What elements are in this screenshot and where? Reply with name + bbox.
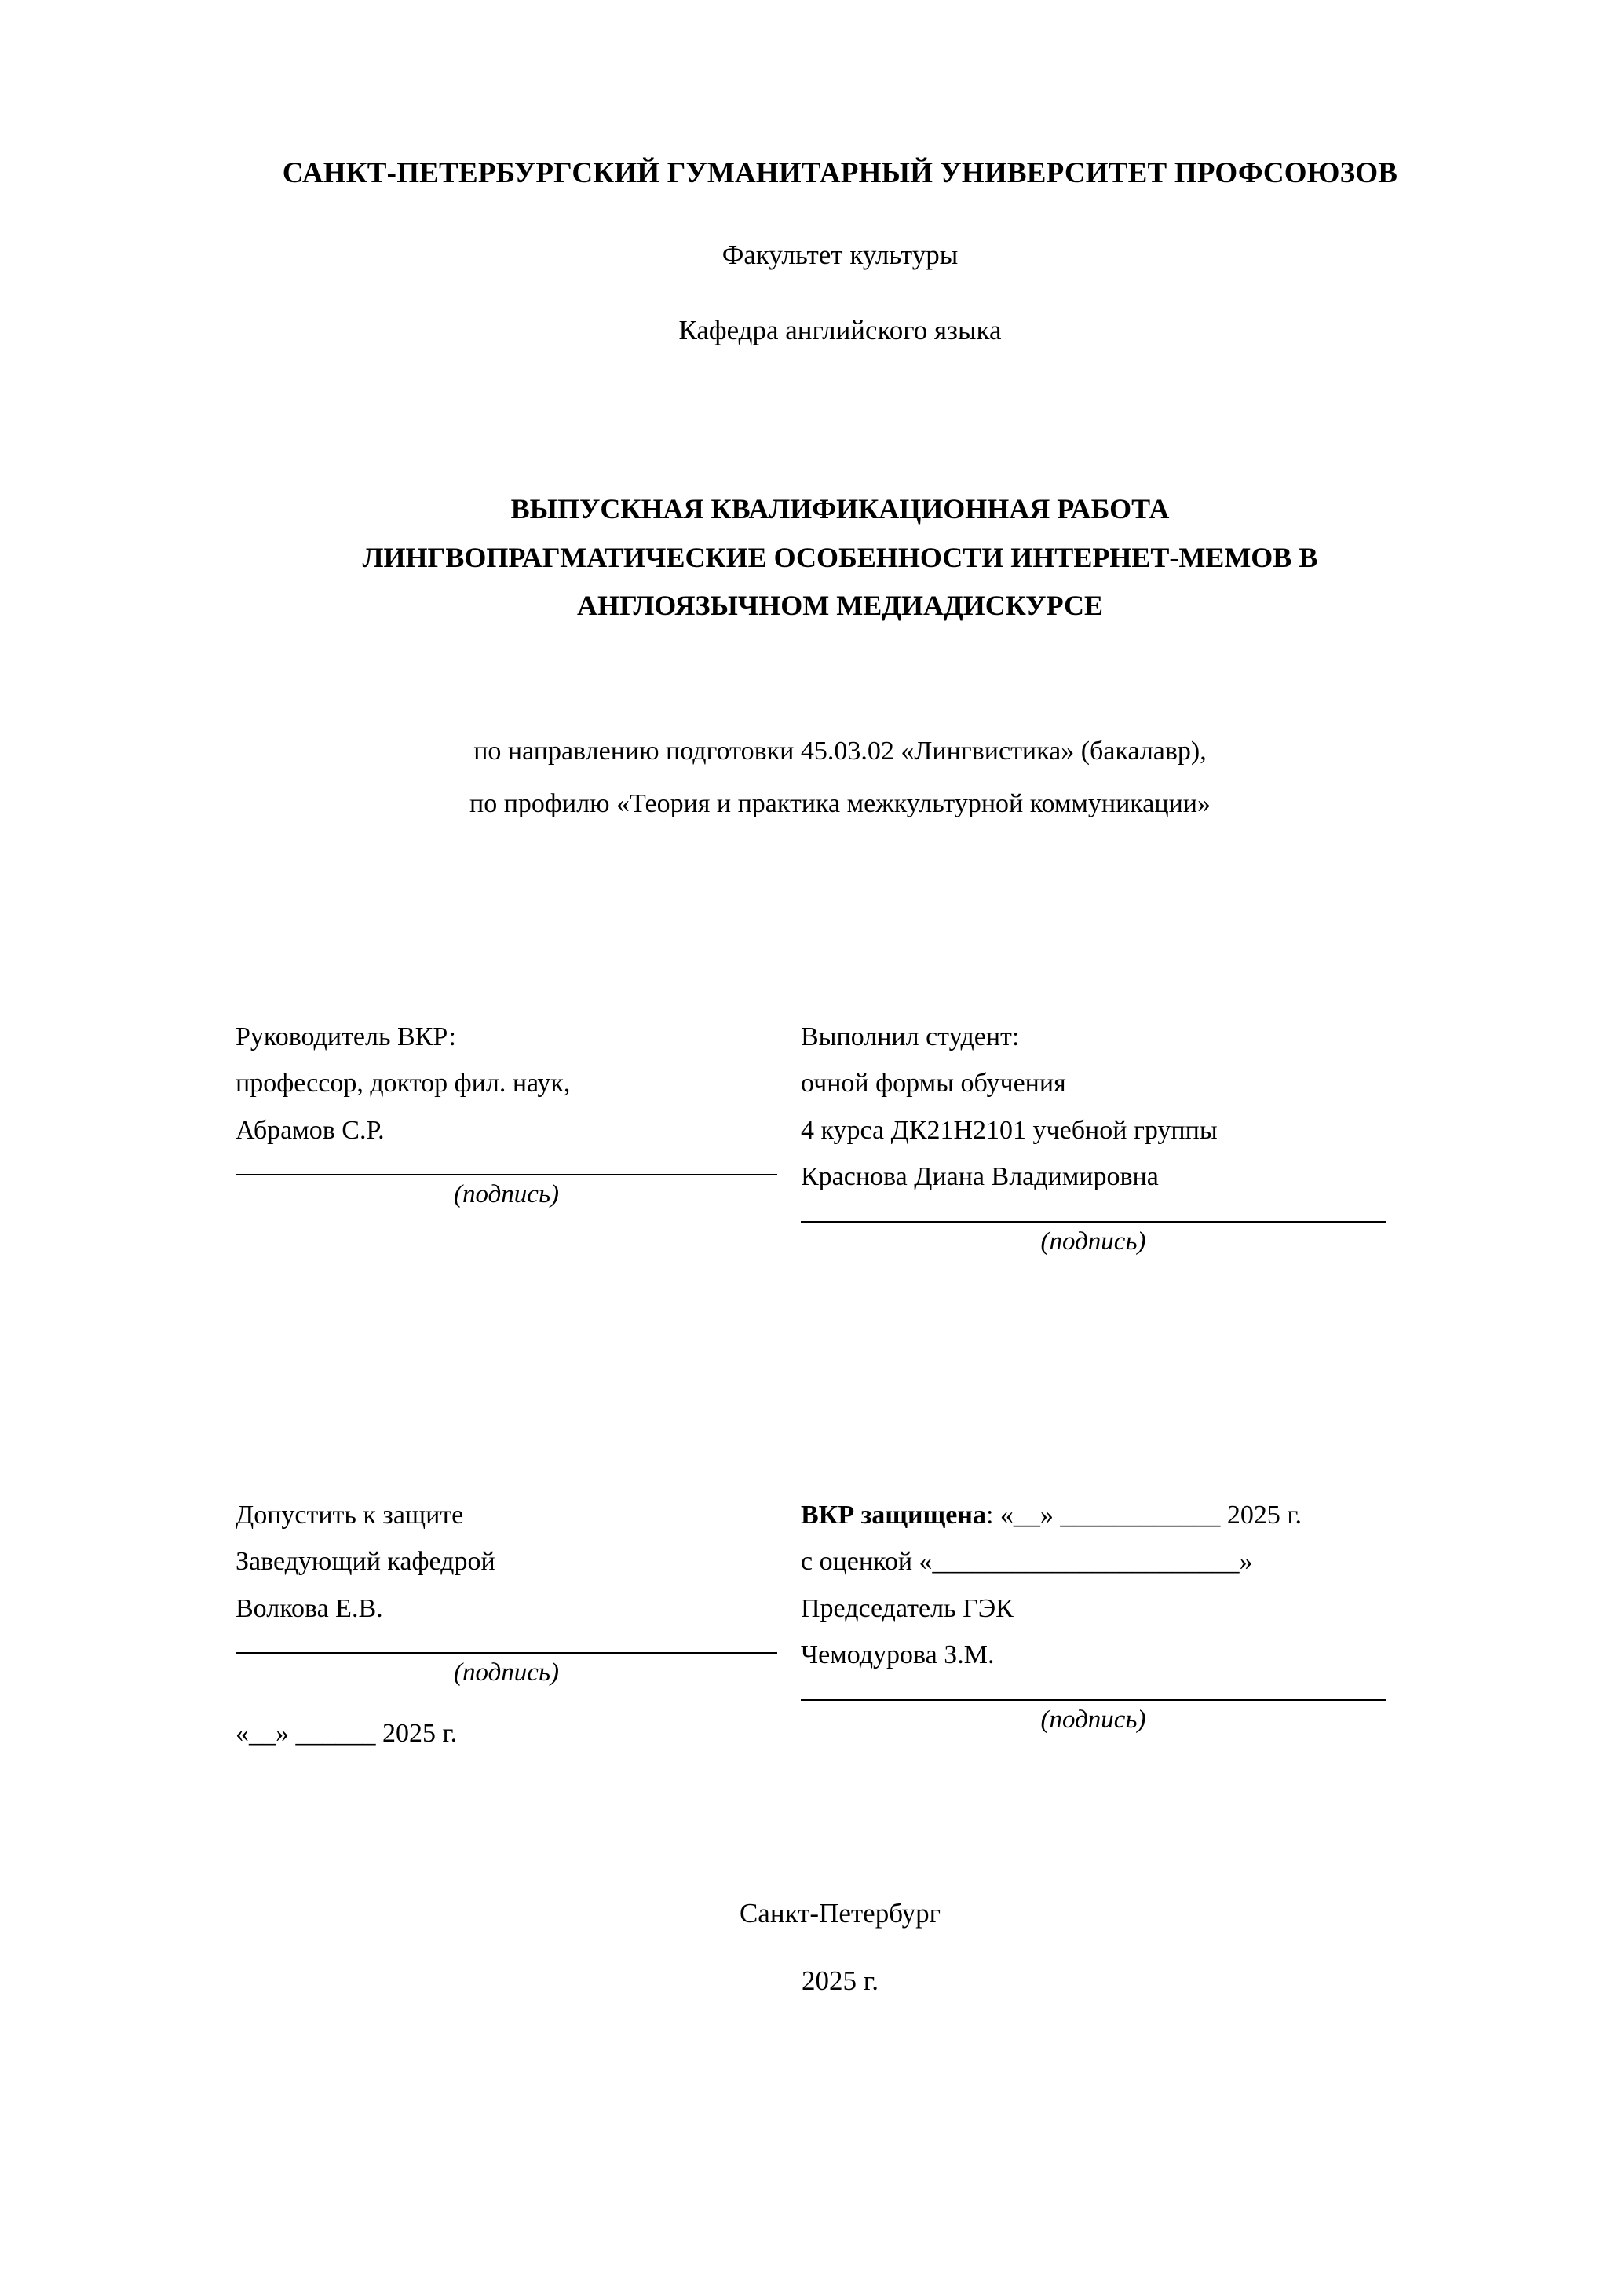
defence-chair-name: Чемодурова З.М.	[801, 1640, 995, 1670]
defence-signature-caption: (подпись)	[1040, 1705, 1146, 1734]
student-block	[801, 1014, 1429, 1256]
student-signature-line	[801, 1221, 1386, 1223]
admission-line-1: Допустить к защите	[236, 1500, 464, 1530]
defence-label: ВКР защищена	[801, 1500, 986, 1530]
department-name: Кафедра английского языка	[678, 314, 1002, 345]
student-signature-caption: (подпись)	[1040, 1227, 1146, 1256]
defence-signature-line	[801, 1699, 1386, 1701]
supervisor-block	[236, 1014, 801, 1256]
supervisor-signature-caption: (подпись)	[454, 1180, 559, 1209]
document-content	[236, 0, 1445, 1997]
student-role: Выполнил студент:	[801, 1022, 1020, 1051]
admission-date: «__» ______ 2025 г.	[236, 1719, 458, 1749]
work-title-line-2: АНГЛОЯЗЫЧНОМ МЕДИАДИСКУРСЕ	[576, 590, 1104, 622]
footer-city: Санкт-Петербург	[739, 1898, 941, 1929]
admission-signature-line	[236, 1652, 777, 1654]
admission-block	[236, 1492, 801, 1749]
program-line: по направлению подготовки 45.03.02 «Лингвистика» (бакалавр),	[473, 737, 1207, 766]
student-name: Краснова Диана Владимировна	[801, 1162, 1159, 1192]
work-type: ВЫПУСКНАЯ КВАЛИФИКАЦИОННАЯ РАБОТА	[510, 492, 1170, 525]
admission-signature-caption: (подпись)	[454, 1658, 559, 1687]
supervisor-signature-line	[236, 1174, 777, 1175]
defence-date-line: : «__» ____________ 2025 г.	[985, 1500, 1302, 1530]
defence-date-row	[801, 1492, 1429, 1539]
work-title-line-1: ЛИНГВОПРАГМАТИЧЕСКИЕ ОСОБЕННОСТИ ИНТЕРНЕТ-МЕМОВ В	[362, 541, 1318, 573]
footer-year: 2025 г.	[802, 1965, 879, 1997]
signatures-top-block	[236, 1014, 1445, 1256]
supervisor-name: Абрамов С.Р.	[236, 1115, 385, 1145]
student-form: очной формы обучения	[801, 1069, 1066, 1099]
defence-block	[801, 1492, 1429, 1749]
faculty-name: Факультет культуры	[721, 239, 959, 270]
document-footer	[236, 1898, 1445, 1997]
signatures-bottom-block	[236, 1492, 1445, 1749]
defence-chair-label: Председатель ГЭК	[801, 1593, 1014, 1623]
profile-line: по профилю «Теория и практика межкультурной коммуникации»	[469, 788, 1211, 818]
university-name: САНКТ-ПЕТЕРБУРГСКИЙ ГУМАНИТАРНЫЙ УНИВЕРСИТЕТ ПРОФСОЮЗОВ	[282, 157, 1398, 189]
student-group: 4 курса ДК21Н2101 учебной группы	[801, 1115, 1218, 1145]
supervisor-role: Руководитель ВКР:	[236, 1022, 456, 1051]
defence-grade-line: с оценкой «_______________________»	[801, 1547, 1253, 1577]
admission-line-2: Заведующий кафедрой	[236, 1547, 495, 1577]
admission-head-name: Волкова Е.В.	[236, 1593, 383, 1623]
supervisor-degree: профессор, доктор фил. наук,	[236, 1069, 571, 1099]
